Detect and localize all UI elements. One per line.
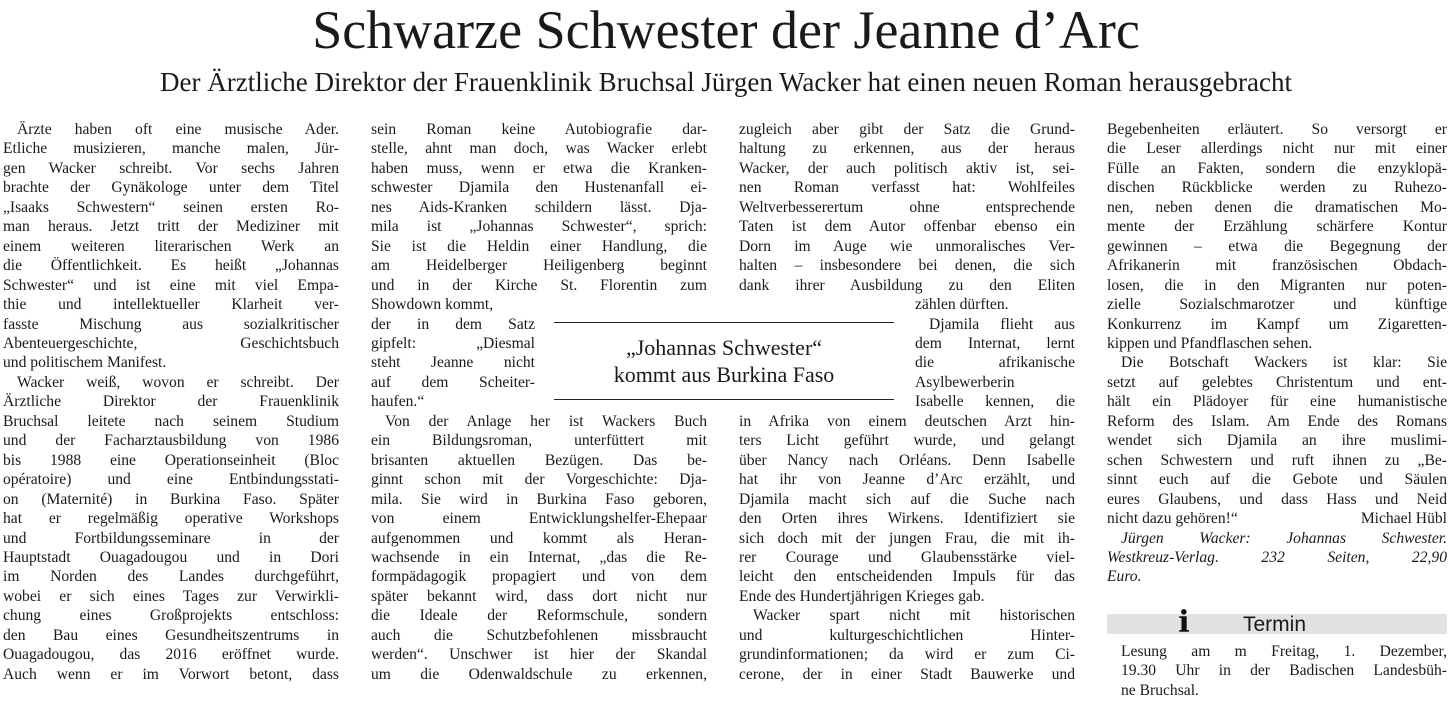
article-line: im Norden des Landes durchgeführt, — [3, 568, 339, 586]
article-line: chung eines Großprojekts entschloss: — [3, 607, 339, 625]
article-line: eures Glaubens, und dass Hass und Neid — [1107, 490, 1447, 508]
article-line: grundinformationen; da wird er zum Ci- — [739, 646, 1075, 664]
article-line: hält ein Plädoyer für eine humanistische — [1107, 393, 1447, 411]
article-line: gen Wacker schreibt. Vor sechs Jahren — [3, 159, 339, 177]
article-line: ein Bildungsroman, unterfüttert mit — [371, 432, 707, 450]
article-column-3 — [739, 120, 1075, 684]
article-line: Asylbewerberin — [915, 373, 1015, 391]
headline: Schwarze Schwester der Jeanne d’Arc — [312, 0, 1140, 60]
article-line: sein Roman keine Autobiografie dar- — [371, 121, 707, 138]
article-line: Ärzte haben oft eine musische Ader. — [17, 121, 339, 138]
article-line: und Fortbildungsseminare in der — [3, 529, 339, 547]
article-column-2 — [371, 120, 707, 684]
article-line: Showdown kommt, — [371, 296, 494, 314]
article-line: Bruchsal leitete nach seinem Studium — [3, 412, 339, 430]
article-line: gewinnen – etwa die Begegnung der — [1107, 237, 1447, 255]
article-line: mente der Erzählung schärfere Kontur — [1107, 218, 1447, 236]
article-line: haben muss, wenn er etwa die Kranken- — [371, 159, 707, 177]
article-line: Wacker spart nicht mit historischen — [753, 607, 1075, 625]
article-line: Dorn im Auge wie unmoralisches Ver- — [739, 237, 1075, 255]
article-line: um die Odenwaldschule zu erkennen, — [371, 665, 707, 683]
article-line: die Öffentlichkeit. Es heißt „Johannas — [3, 257, 339, 275]
article-line: bis 1988 eine Operationseinheit (Bloc — [3, 451, 339, 469]
pull-quote-line-1: „Johannas Schwester“ — [625, 335, 823, 360]
article-line: nes Aids-Kranken schildern lässt. Dja- — [371, 198, 707, 216]
article-line: halten – insbesondere bei denen, die sich — [739, 257, 1075, 275]
article-line: brachte der Gynäkologe unter dem Titel — [3, 179, 339, 197]
article-line: von einem Entwicklungshelfer-Ehepaar — [371, 510, 707, 528]
article-line: Taten ist dem Autor offenbar ebenso ein — [739, 218, 1075, 236]
article-column-1 — [3, 120, 339, 684]
article-line: später bekannt wird, dass dort nicht nur — [371, 587, 707, 605]
article-line: Begebenheiten erläutert. So versorgt er — [1107, 121, 1447, 138]
article-line: und in der Kirche St. Florentin zum — [371, 276, 707, 294]
article-line: losen, die in den Migranten nur poten- — [1107, 276, 1447, 294]
article-line: werden“. Unschwer ist hier der Skandal — [371, 646, 707, 664]
termin-line: ne Bruchsal. — [1121, 681, 1199, 699]
article-line: Etliche musizieren, manche malen, Jür- — [3, 140, 339, 158]
article-line: sinnt euch auf die Gebote und Säulen — [1107, 471, 1447, 489]
article-line: einem weiteren literarischen Werk an — [3, 237, 339, 255]
article-line: dank ihrer Ausbildung zu den Eliten — [739, 276, 1075, 294]
article-line: Konkurrenz im Kampf um Zigaretten- — [1107, 315, 1447, 333]
article-line: mila. Sie wird in Burkina Faso geboren, — [371, 490, 707, 508]
article-line: formpädagogik propagiert und von dem — [371, 568, 707, 586]
termin-text — [1121, 642, 1447, 700]
article-line: auf dem Scheiter- — [371, 373, 535, 391]
article-line: kippen und Pfandflaschen sehen. — [1107, 334, 1313, 352]
article-line: ters Licht geführt wurde, und gelangt — [739, 432, 1075, 450]
article-line: Von der Anlage her ist Wackers Buch — [385, 412, 707, 430]
article-line: Schwester“ und ist eine mit viel Empa- — [3, 276, 339, 294]
article-line: Fülle an Fakten, sondern die enzyklopä- — [1107, 159, 1447, 177]
article-line: in Afrika von einem deutschen Arzt hin- — [739, 412, 1075, 430]
article-line: haufen.“ — [371, 393, 425, 411]
article-line: schen Schwestern und ruft ihnen zu „Be- — [1107, 451, 1447, 469]
article-line: und politischem Manifest. — [3, 354, 167, 372]
article-line: und der Facharztausbildung von 1986 — [3, 432, 339, 450]
article-line: Afrikanerin mit französischen Obdach- — [1107, 257, 1447, 275]
closing-quote: nicht dazu gehören!“ — [1107, 510, 1238, 528]
article-line: aufgenommen und kommt als Heran- — [371, 529, 707, 547]
article-line: zählen dürften. — [915, 296, 1009, 314]
article-line: rer Courage und Glaubensstärke viel- — [739, 548, 1075, 566]
article-line: mila ist „Johannas Schwester“, sprich: — [371, 218, 707, 236]
article-line: Ärztliche Direktor der Frauenklinik — [3, 393, 339, 411]
article-line: „Isaaks Schwestern“ seinen ersten Ro- — [3, 198, 339, 216]
article-line: Wacker, der auch politisch aktiv ist, sei- — [739, 159, 1075, 177]
article-line: man heraus. Jetzt tritt der Mediziner mit — [3, 218, 339, 236]
pull-quote-line-2: kommt aus Burkina Faso — [613, 362, 835, 387]
subheadline: Der Ärztliche Direktor der Frauenklinik Bruchsal Jürgen Wacker hat einen neuen Roman herausgebracht — [160, 67, 1292, 97]
article-line: setzt auf gelebtes Christentum und ent- — [1107, 373, 1447, 391]
article-line: die afrikanische — [915, 354, 1075, 372]
article-line: den Orten ihres Wirkens. Identifiziert sie — [739, 510, 1075, 528]
article-line: wobei er sich eines Tages zur Verwirkli- — [3, 587, 339, 605]
article-line: Wacker weiß, wovon er schreibt. Der — [17, 373, 339, 391]
article-line: on (Maternité) in Burkina Faso. Später — [3, 490, 339, 508]
article-line: fasste Mischung aus sozialkritischer — [3, 315, 339, 333]
article-line: Auch wenn er im Vorwort betont, dass — [3, 665, 339, 683]
article-line: auch die Schutzbefohlenen missbraucht — [371, 626, 707, 644]
article-line: sich doch mit der jungen Frau, die mit ih- — [739, 529, 1075, 547]
article-line: Isabelle kennen, die — [915, 393, 1075, 411]
article-line: Reform des Islam. Am Ende des Romans — [1107, 412, 1447, 430]
article-line: steht Jeanne nicht — [371, 354, 535, 372]
article-line: hat er regelmäßig operative Workshops — [3, 510, 339, 528]
article-line: den Bau eines Gesundheitszentrums in — [3, 626, 339, 644]
article-line: die Leser allerdings nicht nur mit einer — [1107, 140, 1447, 158]
termin-title: Termin — [1243, 613, 1307, 636]
article-line: der in dem Satz — [371, 315, 535, 333]
article-line: zielle Sozialschmarotzer und künftige — [1107, 296, 1447, 314]
article-line: Ouagadougou, das 2016 eröffnet wurde. — [3, 646, 339, 664]
article-line: Djamila macht sich auf die Suche nach — [739, 490, 1075, 508]
article-line: Hauptstadt Ouagadougou und in Dori — [3, 548, 339, 566]
article-line: Weltverbesserertum ohne entsprechende — [739, 198, 1075, 216]
article-line: Abenteuergeschichte, Geschichtsbuch — [3, 334, 339, 352]
article-line: gipfelt: „Diesmal — [371, 334, 535, 352]
article-line: cerone, der in einer Stadt Bauwerke und — [739, 665, 1075, 683]
article-line: dem Internat, lernt — [915, 334, 1075, 352]
article-line: Ende des Hundertjährigen Krieges gab. — [739, 587, 985, 605]
article-line: nen, neben denen die dramatischen Mo- — [1107, 198, 1447, 216]
article-line: leicht den entscheidenden Impuls für das — [739, 568, 1075, 586]
article-line: wendet sich Djamila an ihre muslimi- — [1107, 432, 1447, 450]
article-line: opératoire) und eine Entbindungsstati- — [3, 471, 339, 489]
article-line: hat ihr von Jeanne d’Arc erzählt, und — [739, 471, 1075, 489]
article-line: und kulturgeschichtlichen Hinter- — [739, 626, 1075, 644]
article-line: Die Botschaft Wackers ist klar: Sie — [1121, 354, 1447, 372]
book-info-line: Jürgen Wacker: Johannas Schwester. — [1121, 529, 1447, 547]
article-line: zugleich aber gibt der Satz die Grund- — [739, 121, 1075, 138]
article-line: am Heidelberger Heiligenberg beginnt — [371, 257, 707, 275]
article-line: nen Roman verfasst hat: Wohlfeiles — [739, 179, 1075, 197]
book-info-line: Westkreuz-Verlag. 232 Seiten, 22,90 — [1107, 548, 1447, 566]
termin-line: Lesung am m Freitag, 1. Dezember, — [1121, 643, 1447, 660]
article-line: über Nancy nach Orléans. Denn Isabelle — [739, 451, 1075, 469]
info-icon: i — [1178, 605, 1190, 640]
article-line: dischen Rückblicke werden zu Ruhezo- — [1107, 179, 1447, 197]
article-line: stelle, ahnt man doch, was Wacker erlebt — [371, 140, 707, 158]
article-line: ginnt schon mit der Vorgeschichte: Dja- — [371, 471, 707, 489]
article-line: wachsende in ein Internat, „das die Re- — [371, 548, 707, 566]
article-line — [1107, 509, 1447, 528]
termin-line: 19.30 Uhr in der Badischen Landesbüh- — [1121, 662, 1447, 680]
article-line: die Ideale der Reformschule, sondern — [371, 607, 707, 625]
author-signature: Michael Hübl — [1360, 510, 1447, 528]
article-line: brisanten aktuellen Bezügen. Das be- — [371, 451, 707, 469]
article-line: Sie ist die Heldin einer Handlung, die — [371, 237, 707, 255]
article-line: Djamila flieht aus — [929, 315, 1075, 333]
article-line: thie und intellektueller Klarheit ver- — [3, 296, 339, 314]
article-line: haltung zu erkennen, aus der heraus — [739, 140, 1075, 158]
article-line: schwester Djamila den Hustenanfall ei- — [371, 179, 707, 197]
article-column-4 — [1107, 120, 1447, 587]
book-info-line: Euro. — [1107, 568, 1142, 586]
pull-quote — [554, 322, 894, 400]
